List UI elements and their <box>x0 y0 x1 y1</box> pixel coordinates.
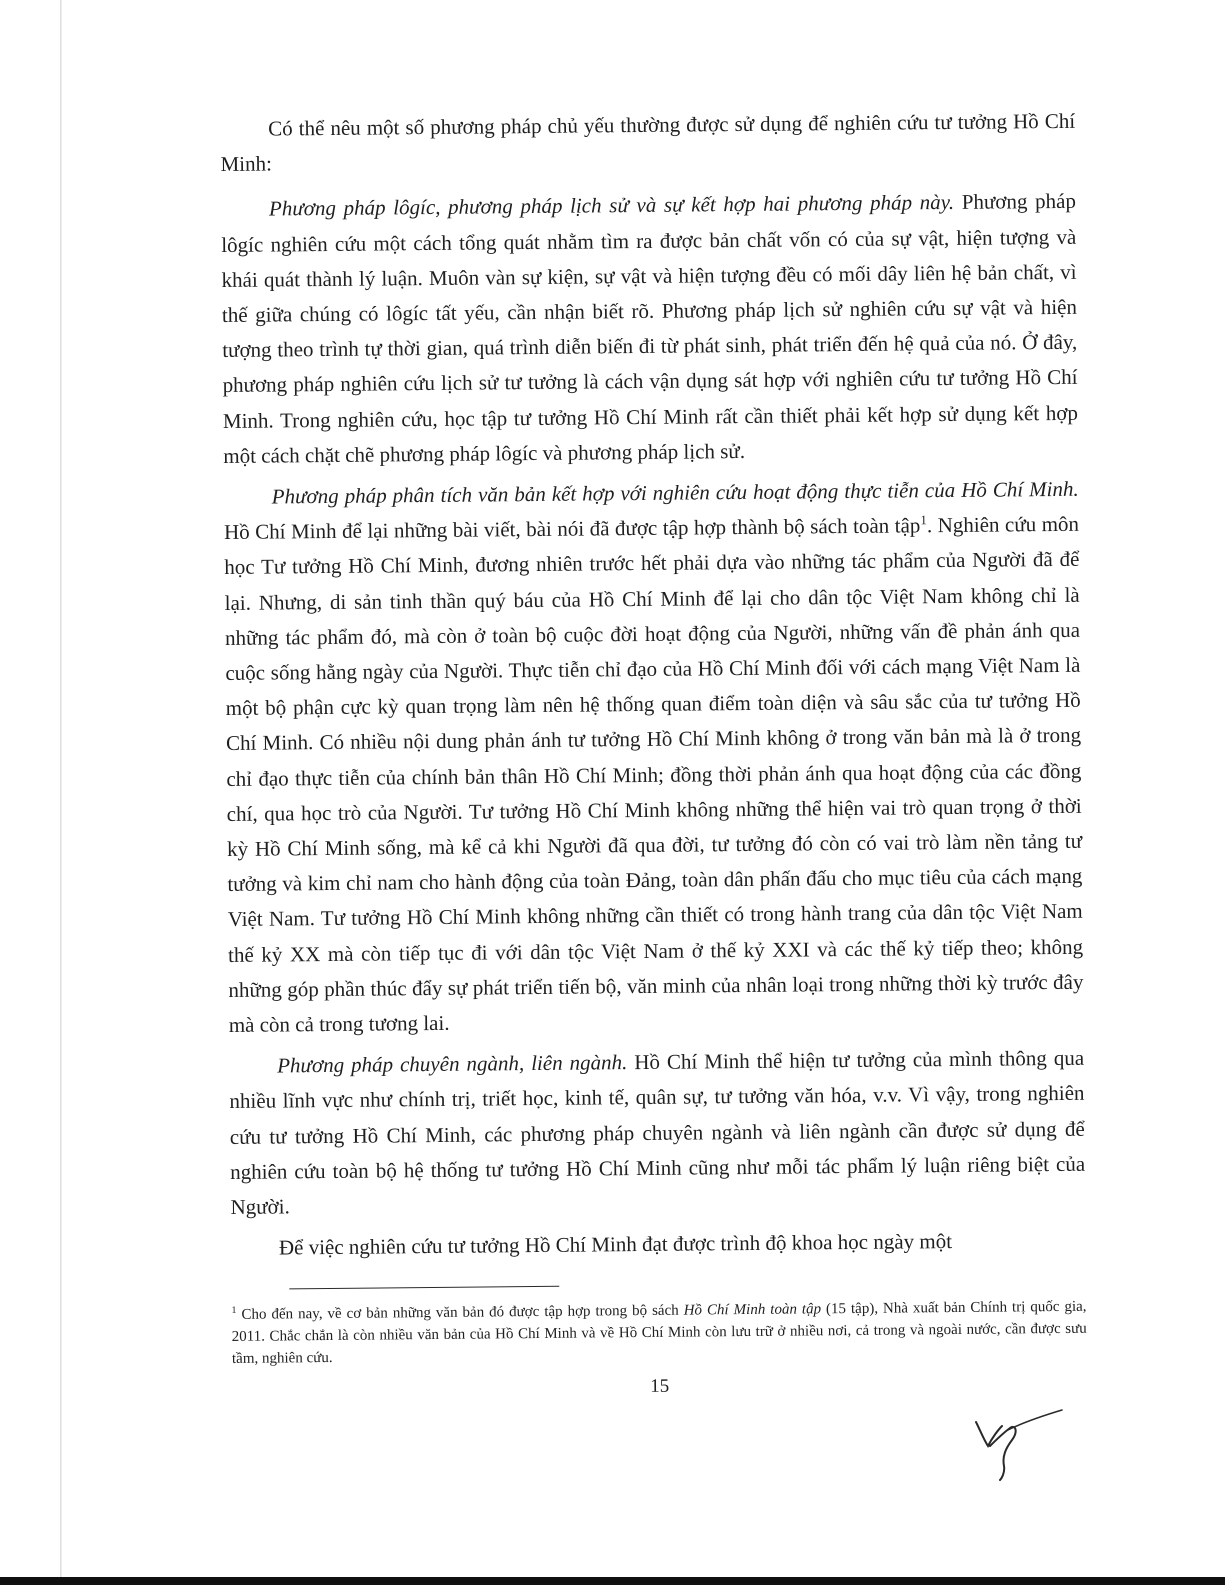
method-interdisciplinary-body: Hồ Chí Minh thể hiện tư tưởng của mình thông qua nhiều lĩnh vực như chính trị, triết học, kinh tế, quân sự, tư tưởng văn hóa, v.v. Vì vậy, trong nghiên cứu tư tưởng Hồ Chí Minh, các phương pháp chuyên ngành và liên ngành cần được sử dụng để nghiên cứu toàn bộ hệ thống tư tưởng Hồ Chí Minh cũng như mỗi tác phẩm lý luận riêng biệt của Người. <box>229 1046 1086 1220</box>
page-number: 15 <box>650 1375 670 1397</box>
intro-text: Có thể nêu một số phương pháp chủ yếu thường được sử dụng để nghiên cứu tư tưởng Hồ Chí Minh: <box>220 108 1076 177</box>
footnote <box>231 1295 1087 1369</box>
method-interdisciplinary-paragraph <box>229 1041 1086 1225</box>
method-logic-history-paragraph <box>221 184 1079 474</box>
method-text-analysis-body-b: . Nghiên cứu môn học Tư tưởng Hồ Chí Minh, đương nhiên trước hết phải dựa vào những tác phẩm của Người đã để lại. Nhưng, di sản tinh thần quý báu của Hồ Chí Minh để lại cho dân tộc Việt Nam không chỉ là những tác phẩm đó, mà còn ở toàn bộ cuộc đời hoạt động của Người, những vấn đề phản ánh qua cuộc sống hằng ngày của Người. Thực tiễn chỉ đạo của Hồ Chí Minh đối với cách mạng Việt Nam là một bộ phận cực kỳ quan trọng làm nên hệ thống quan điểm toàn diện và sâu sắc của tư tưởng Hồ Chí Minh. Có nhiều nội dung phản ánh tư tưởng Hồ Chí Minh không ở trong văn bản mà là ở trong chỉ đạo thực tiễn của chính bản thân Hồ Chí Minh; đồng thời phản ánh qua hoạt động của các đồng chí, qua học trò của Người. Tư tưởng Hồ Chí Minh không những thể hiện vai trò quan trọng ở thời kỳ Hồ Chí Minh sống, mà kể cả khi Người đã qua đời, tư tưởng đó còn có vai trò làm nền tảng tư tưởng và kim chỉ nam cho hành động của toàn Đảng, toàn dân phấn đấu cho mục tiêu của cách mạng Việt Nam. Tư tưởng Hồ Chí Minh không những cần thiết có trong hành trang của dân tộc Việt Nam thế kỷ XX mà còn tiếp tục đi với dân tộc Việt Nam ở thế kỷ XXI và các thế kỷ tiếp theo; không những góp phần thúc đẩy sự phát triển tiến bộ, văn minh của nhân loại trong những thời kỳ trước đây mà còn cả trong tương lai. <box>224 512 1084 1038</box>
method-logic-history-body: Phương pháp lôgíc nghiên cứu một cách tổng quát nhằm tìm ra được bản chất vốn có của sự vật, hiện tượng và khái quát thành lý luận. Muôn vàn sự kiện, sự vật và hiện tượng đều có mối dây liên hệ bản chất, vì thế giữa chúng có lôgíc tất yếu, cần nhận biết rõ. Phương pháp lịch sử nghiên cứu sự vật và hiện tượng theo trình tự thời gian, quá trình diễn biến đi từ phát sinh, phát triển đến hệ quả của nó. Ở đây, phương pháp nghiên cứu lịch sử tư tưởng là cách vận dụng sát hợp với nghiên cứu tư tưởng Hồ Chí Minh. Trong nghiên cứu, học tập tư tưởng Hồ Chí Minh rất cần thiết phải kết hợp sử dụng kết hợp một cách chặt chẽ phương pháp lôgíc và phương pháp lịch sử. <box>221 189 1079 468</box>
footnote-divider <box>289 1285 559 1289</box>
handwritten-signature-icon <box>958 1400 1068 1482</box>
closing-paragraph <box>231 1223 1086 1266</box>
scan-page-edge <box>60 0 62 1585</box>
document-body <box>220 104 1087 1402</box>
method-text-analysis-paragraph <box>224 472 1084 1043</box>
footnote-text-b: (15 tập), Nhà xuất bản Chính trị quốc gia, 2011. Chắc chắn là còn nhiều văn bản của Hồ Chí Minh và về Hồ Chí Minh còn lưu trữ ở nhiều nơi, cả trong và ngoài nước, cần được sưu tầm, nghiên cứu. <box>231 1298 1087 1367</box>
footnote-text-a: Cho đến nay, về cơ bản những văn bản đó được tập hợp trong bộ sách <box>236 1302 684 1323</box>
intro-paragraph <box>220 104 1076 183</box>
footnote-reference[interactable]: 1 <box>920 512 927 528</box>
footnote-marker: 1 <box>231 1304 237 1316</box>
closing-text: Để việc nghiên cứu tư tưởng Hồ Chí Minh đạt được trình độ khoa học ngày một <box>278 1229 953 1260</box>
method-text-analysis-body-a: Hồ Chí Minh để lại những bài viết, bài nói đã được tập hợp thành bộ sách toàn tập <box>223 513 921 545</box>
method-text-analysis-title: Phương pháp phân tích văn bản kết hợp với nghiên cứu hoạt động thực tiễn của Hồ Chí Minh. <box>271 476 1079 509</box>
scan-bottom-edge <box>0 1577 1225 1585</box>
footnote-book-title: Hồ Chí Minh toàn tập <box>683 1300 822 1319</box>
method-logic-history-title: Phương pháp lôgíc, phương pháp lịch sử và sự kết hợp hai phương pháp này. <box>268 190 955 221</box>
method-interdisciplinary-title: Phương pháp chuyên ngành, liên ngành. <box>277 1050 628 1078</box>
